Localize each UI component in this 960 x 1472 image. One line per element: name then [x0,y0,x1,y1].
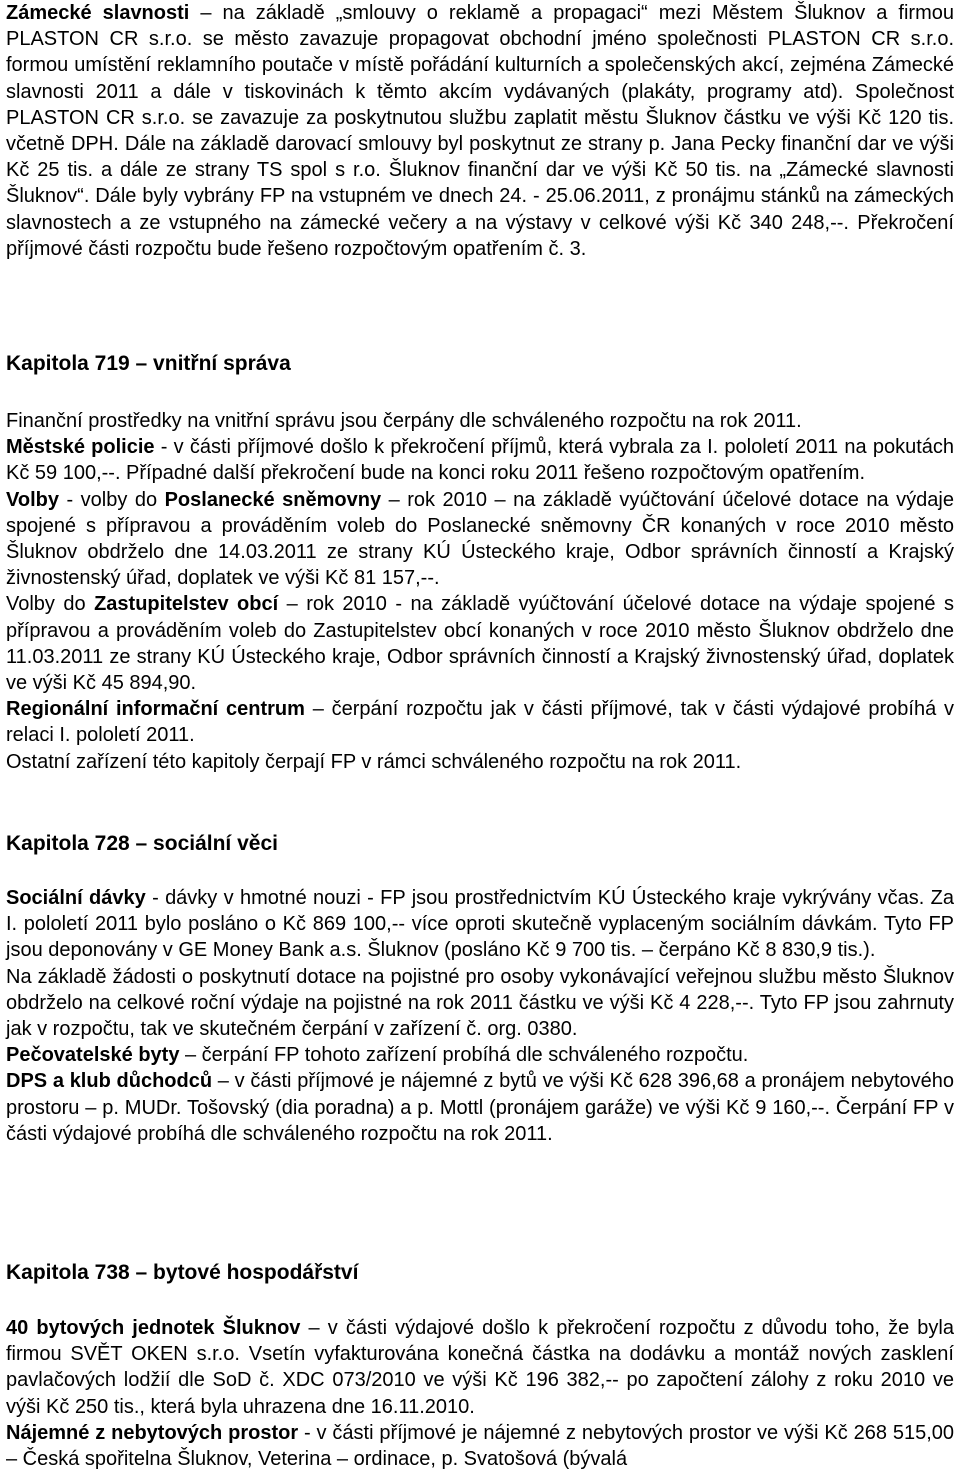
zastupitelstev-obci-label: Zastupitelstev obcí [94,593,279,616]
ch719-paragraph-5 [6,696,954,748]
ch719-paragraph-5-text: – čerpání rozpočtu jak v části příjmové, tak v části výdajové probíhá v relaci I. pololetí 2011. [6,698,954,747]
ch728-paragraph-3-text: – čerpání FP tohoto zařízení probíhá dle schváleného rozpočtu. [179,1044,749,1067]
ch738-paragraph-2-text: - v části příjmové je nájemné z nebytových prostor ve výši Kč 268 515,00 – Česká spořitelna Šluknov, Veterina – ordinace, p. Svatošová (bývalá [6,1421,954,1471]
ch728-paragraph-4-text: – v části příjmové je nájemné z bytů ve výši Kč 628 396,68 a pronájem nebytového prostoru – p. MUDr. Tošovský (dia poradna) a p. Mottl (pronájem garáže) ve výši Kč 9 160,--. Čerpání FP v části výdajové probíhá dle schváleného rozpočtu na rok 2011. [6,1070,955,1145]
bytove-jednotky-label: 40 bytových jednotek Šluknov [6,1317,301,1339]
ch719-paragraph-4-text: – rok 2010 - na základě vyúčtování účelové dotace na výdaje spojené s přípravou a prováděním voleb do Zastupitelstev obcí konaných v roce 2010 město Šluknov obdrželo dne 11.03.2011 ze strany KÚ Ústeckého kraje, Odbor správních činností a Krajský živnostenský úřad, doplatek ve výši Kč 45 894,90. [6,593,955,695]
ch719-paragraph-4 [6,591,954,696]
ch719-paragraph-2 [6,434,954,486]
ch728-paragraph-2: Na základě žádosti o poskytnutí dotace na pojistné pro osoby vykonávající veřejnou službu město Šluknov obdrželo na celkové roční výdaje na pojistné na rok 2011 částku ve výši Kč 4 228,--. Tyto FP jsou zahrnuty jak v rozpočtu, tak ve skutečném čerpání v zařízení č. org. 0380. [6,965,954,1041]
ch738-paragraph-1 [6,1315,954,1420]
ch738-paragraph-2 [6,1420,954,1472]
ch719-paragraph-6: Ostatní zařízení této kapitoly čerpají FP v rámci schváleného rozpočtu na rok 2011. [6,750,742,773]
ch728-paragraph-1 [6,885,954,964]
ch738-paragraph-1-text: – v části výdajové došlo k překročení rozpočtu z důvodu toho, že byla firmou SVĚT OKEN s.r.o. Vsetín vyfakturována konečná částka na dodávku a montáž nových zasklení pavlačových lodžií dle SoD č. XDC 073/2010 ve výši Kč 196 382,-- po započtení zálohy z roku 2010 ve výši Kč 250 tis., která byla uhrazena dne 16.11.2010. [6,1317,954,1418]
chapter-728-heading: Kapitola 728 – sociální věci [6,832,278,855]
chapter-719-body [6,408,954,775]
zamecke-slavnosti-title: Zámecké slavnosti [6,2,190,24]
mestske-policie-label: Městské policie [6,436,155,459]
najemne-nebytovych-label: Nájemné z nebytových prostor [6,1421,299,1444]
chapter-738-heading: Kapitola 738 – bytové hospodářství [6,1261,359,1284]
socialni-davky-label: Sociální dávky [6,887,146,909]
chapter-728-body [6,885,954,1147]
pecovatelske-byty-label: Pečovatelské byty [6,1044,180,1067]
ch728-paragraph-1-text: - dávky v hmotné nouzi - FP jsou prostřednictvím KÚ Ústeckého kraje vykrývány včas. Za I. pololetí 2011 bylo posláno o Kč 869 100,-- více oproti skutečně vyplaceným sociálním dávkám. Tyto FP jsou deponovány v GE Money Bank a.s. Šluknov (posláno Kč 9 700 tis. – čerpáno Kč 8 830,9 tis.). [6,887,954,962]
volby-intro-text: - volby do [58,488,165,511]
zamecke-slavnosti-paragraph [6,0,954,262]
zamecke-slavnosti-text: – na základě „smlouvy o reklamě a propagaci“ mezi Městem Šluknov a firmou PLASTON CR s.r.o. se město zavazuje propagovat obchodní jméno společnosti PLASTON CR s.r.o. formou umístění reklamního poutače v místě pořádání kulturních a společenských akcí, zejména Zámecké slavnosti 2011 a dále v tiskovinách k těmto akcím vydávaných (plakáty, programy atd). Společnost PLASTON CR s.r.o. se zavazuje za poskytnutou službu zaplatit městu Šluknov částku ve výši Kč 120 tis. včetně DPH. Dále na základě darovací smlouvy byl poskytnut ze strany p. Jana Pecky finanční dar ve výši Kč 25 tis. a dále ze strany TS spol s r.o. Šluknov finanční dar ve výši Kč 50 tis. na „Zámecké slavnosti Šluknov“. Dále byly vybrány FP na vstupném ve dnech 24. - 25.06.2011, z pronájmu stánků na zámeckých slavnostech a ze vstupného na zámecké večery a na výstavy v celkové výši Kč 340 248,--. Překročení příjmové části rozpočtu bude řešeno rozpočtovým opatřením č. 3. [6,2,955,260]
ch719-paragraph-2-text: - v části příjmové došlo k překročení příjmů, která vybrala za I. pololetí 2011 na pokutách Kč 59 100,--. Případné další překročení bude na konci roku 2011 řešeno rozpočtovým opatřením. [6,436,955,485]
ch719-paragraph-1: Finanční prostředky na vnitřní správu jsou čerpány dle schváleného rozpočtu na rok 2011. [6,410,802,432]
volby-do-text: Volby do [6,593,95,616]
ch719-paragraph-3 [6,487,954,592]
volby-label: Volby [6,488,59,511]
ch719-paragraph-3-text: – rok 2010 – na základě vyúčtování účelové dotace na výdaje spojené s přípravou a prováděním voleb do Poslanecké sněmovny ČR konaných v roce 2010 město Šluknov obdrželo dne 14.03.2011 ze strany KÚ Ústeckého kraje, Odbor správních činností a Krajský živnostenský úřad, doplatek ve výši Kč 81 157,--. [6,488,954,590]
ch728-paragraph-3 [6,1042,954,1068]
regionalni-centrum-label: Regionální informační centrum [6,698,305,721]
poslanecke-snemovny-label: Poslanecké sněmovny [164,488,382,511]
chapter-719-heading: Kapitola 719 – vnitřní správa [6,352,291,375]
dps-klub-label: DPS a klub důchodců [6,1070,213,1093]
chapter-738-body [6,1315,954,1472]
ch728-paragraph-4 [6,1068,954,1147]
